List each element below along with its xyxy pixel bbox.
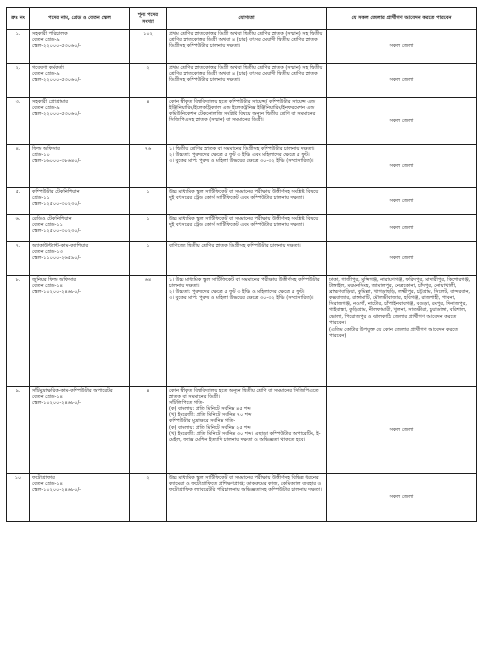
vacancy-count: ২	[146, 475, 150, 481]
vacancy-cell	[130, 387, 167, 474]
qualification-cell	[167, 145, 327, 188]
qualification-text: প্রথম শ্রেণির স্নাতকোত্তর ডিগ্রী অথবা দ্বিতীয় শ্রেণির স্নাতক (সম্মান) সহ দ্বিতীয় শ্রেণির স্নাতকোত্তর ডিগ্রী অথবা ৪ (চার) বৎসর মেয়াদী দ্বিতীয় শ্রেণির স্নাতক ডিগ্রীসহ কম্পিউটার চালনায় দক্ষতা।	[169, 31, 323, 50]
qualification-line: ১। দ্বিতীয় শ্রেণির স্নাতক বা সমমানের ডিগ্রীসহ কম্পিউটার চালনায় দক্ষতা।	[169, 146, 315, 152]
pay-scale: স্কেল-১১০০০-২৬৫৯০/-	[32, 255, 81, 262]
pay-grade: বেতন গ্রেড-১১	[32, 222, 63, 229]
pay-grade: বেতন গ্রেড-১৩	[32, 249, 63, 256]
serial-cell	[7, 276, 30, 387]
vacancy-count: ১০২	[143, 31, 153, 37]
vacancy-count: ৪	[146, 99, 150, 105]
qualification-line: (ক) বাংলায়: প্রতি মিনিটে সর্বনিম্ন ২৫ শব্দ	[169, 424, 251, 431]
qualification-text: প্রথম শ্রেণির স্নাতকোত্তর ডিগ্রী অথবা দ্বিতীয় শ্রেণির স্নাতক (সম্মান) সহ দ্বিতীয় শ্রেণির স্নাতকোত্তর ডিগ্রী অথবা ৪ (চার) বৎসর মেয়াদী দ্বিতীয় শ্রেণির স্নাতক ডিগ্রীসহ কম্পিউটার চালনায় দক্ষতা।	[169, 65, 323, 84]
post-cell	[30, 474, 130, 522]
header-row	[7, 8, 477, 30]
serial-number: ১০	[14, 475, 22, 481]
serial-number: ৬.	[15, 216, 21, 222]
eligible-districts: সকল জেলা	[389, 162, 414, 169]
pay-grade: বেতন গ্রেড-৯	[32, 105, 60, 112]
table-row	[7, 98, 477, 145]
serial-cell	[7, 98, 30, 145]
vacancy-count: ৬৪	[144, 277, 152, 283]
pay-grade: গ্রেড-১০	[32, 152, 50, 159]
qualification-line: ৩। বুকের মাপ: পুরুষ ও মহিলা উভয়ের ক্ষেত্রে ৩০-৩২ ইঞ্চি (সম্প্রসারিত)।	[169, 158, 314, 165]
serial-number: ৩.	[15, 99, 21, 105]
serial-cell	[7, 242, 30, 276]
vacancy-count: ১	[146, 216, 150, 222]
qualification-text: বাণিজ্যে দ্বিতীয় শ্রেণির স্নাতক ডিগ্রীসহ কম্পিউটার চালনায় দক্ষতা।	[169, 243, 301, 249]
district-cell	[327, 387, 477, 474]
serial-cell	[7, 474, 30, 522]
header-qualification: যোগ্যতা	[167, 8, 327, 30]
post-title: সহকারী পরিচালক	[32, 31, 68, 37]
vacancy-count: ৭৬	[144, 146, 152, 152]
pay-scale: স্কেল-১২৫০০-৩০২৩০/-	[32, 201, 81, 208]
pay-grade: বেতন গ্রেড-১৪	[32, 481, 63, 488]
post-title: গবেষণা কর্মকর্তা	[32, 65, 64, 71]
post-cell	[30, 387, 130, 474]
serial-number: ৯.	[15, 388, 21, 394]
vacancy-count: ১	[146, 189, 150, 195]
post-cell	[30, 64, 130, 98]
post-cell	[30, 30, 130, 64]
table-row	[7, 145, 477, 188]
serial-cell	[7, 215, 30, 242]
district-cell	[327, 188, 477, 215]
vacancy-cell	[130, 474, 167, 522]
qualification-line: সাঁটলিপিতে গতি-	[169, 400, 205, 407]
serial-number: ২.	[15, 65, 21, 71]
eligible-districts: সকল জেলা	[389, 494, 414, 501]
qualification-cell	[167, 30, 327, 64]
pay-scale: স্কেল-১০২০০-২৪৬৮০/-	[32, 289, 81, 296]
qualification-cell	[167, 64, 327, 98]
post-title: রেডিও টেকনিশিয়ান	[32, 216, 72, 222]
district-cell	[327, 98, 477, 145]
post-cell	[30, 188, 130, 215]
pay-scale: স্কেল-২২০০০-৫৩০৬০/-	[32, 111, 81, 118]
qualification-line: (খ) ইংরেজী: প্রতি মিনিটে সর্বনিম্ন ৩০ শব্দ। এছাড়া কম্পিউটার অপারেটিং, ই-মেইল, ফ্যাক্স মেশিন ইত্যাদি চালনায় দক্ষতা ও অভিজ্ঞতা থাকতে হবে।	[169, 430, 321, 443]
serial-cell	[7, 188, 30, 215]
district-cell	[327, 30, 477, 64]
table-row	[7, 30, 477, 64]
serial-number: ১.	[15, 31, 21, 37]
vacancy-cell	[130, 30, 167, 64]
qualification-cell	[167, 387, 327, 474]
district-cell	[327, 276, 477, 387]
table-row	[7, 276, 477, 387]
job-vacancy-table	[6, 7, 477, 522]
table-row	[7, 474, 477, 522]
header-vacancy: শূন্য পদের সংখ্যা	[130, 8, 167, 30]
vacancy-cell	[130, 215, 167, 242]
table-row	[7, 242, 477, 276]
eligible-districts: সকল জেলা	[389, 77, 414, 84]
pay-grade: বেতন গ্রেড-১৪	[32, 394, 63, 401]
table-body	[7, 30, 477, 522]
pay-scale: স্কেল-১৬০০০-৩৮৬৪০/-	[32, 158, 81, 165]
post-title: ফিল্ড অফিসার	[32, 146, 60, 152]
vacancy-cell	[130, 242, 167, 276]
qualification-line: কোন স্বীকৃত বিশ্ববিদ্যালয় হতে অন্যূন দ্বিতীয় শ্রেণি বা সমমানের সিজিপিএতে স্নাতক বা সমমানের ডিগ্রী।	[169, 388, 319, 401]
qualification-text: উচ্চ মাধ্যমিক স্কুল সার্টিফিকেট বা সমমানের পরীক্ষায় উত্তীর্ণসহ সংশ্লিষ্ট বিষয়ে দুই বৎসরের ট্রেড কোর্স সার্টিফিকেট এবং কম্পিউটার চালনায় দক্ষতা।	[169, 216, 319, 229]
serial-cell	[7, 387, 30, 474]
header-post: পদের নাম, গ্রেড ও বেতন স্কেল	[30, 8, 130, 30]
qualification-line: কম্পিউটার মুদ্রাক্ষরে সর্বনিম্ন গতি-	[169, 418, 236, 425]
pay-grade: বেতন গ্রেড-৯	[32, 37, 60, 44]
district-cell	[327, 242, 477, 276]
qualification-cell	[167, 98, 327, 145]
qualification-cell	[167, 215, 327, 242]
post-title: সাঁটমুদ্রাক্ষরিক-কাম-কম্পিউটার অপারেটর	[32, 388, 113, 394]
table-row	[7, 64, 477, 98]
header-district: যে সকল জেলার প্রার্থীগণ আবেদন করতে পারবেন	[327, 8, 477, 30]
qualification-line: ৩। বুকের মাপ: পুরুষ ও মহিলা উভয়ের ক্ষেত্রে ৩০-৩২ ইঞ্চি (সম্প্রসারিত)।	[169, 295, 314, 302]
pay-scale: স্কেল-১০২০০-২৪৬৮০/-	[32, 487, 81, 494]
vacancy-count: ৪	[146, 388, 150, 394]
qualification-line: ২। উচ্চতা: পুরুষদের ক্ষেত্রে ৫ ফুট ৩ ইঞ্চি এবং মহিলাদের ক্ষেত্রে ৫ ফুট।	[169, 152, 310, 159]
eligible-districts: সকল জেলা	[389, 197, 414, 204]
post-title: ফটোগ্রাফার	[32, 475, 55, 481]
serial-cell	[7, 145, 30, 188]
serial-cell	[7, 30, 30, 64]
pay-scale: স্কেল-১০২০০-২৪৬৮০/-	[32, 400, 81, 407]
serial-number: ৫.	[15, 189, 21, 195]
eligible-districts: সকল জেলা	[389, 43, 414, 50]
post-title: অ্যাকাউন্ট্যান্ট-কাম-ক্যাশিয়ার	[32, 243, 89, 249]
pay-scale: স্কেল-১২৫০০-৩০২৩০/-	[32, 228, 81, 235]
qualification-text: উচ্চ মাধ্যমিক স্কুল সার্টিফিকেট বা সমমানের পরীক্ষায় উত্তীর্ণসহ সংশ্লিষ্ট বিষয়ে দুই বৎসরের ট্রেড কোর্স সার্টিফিকেট এবং কম্পিউটার চালনায় দক্ষতা।	[169, 189, 319, 202]
post-cell	[30, 215, 130, 242]
post-title: জুনিয়র ফিল্ড অফিসার	[32, 277, 77, 283]
vacancy-cell	[130, 188, 167, 215]
serial-number: ৭.	[15, 243, 21, 249]
qualification-line: ২। উচ্চতা: পুরুষদের ক্ষেত্রে ৫ ফুট ৩ ইঞ্চি ও মহিলাদের ক্ষেত্রে ৫ ফুট।	[169, 289, 305, 296]
eligible-districts: সকল জেলা	[389, 117, 414, 124]
post-title: কম্পিউটার টেকনিশিয়ান	[32, 189, 80, 195]
district-cell	[327, 474, 477, 522]
vacancy-cell	[130, 145, 167, 188]
qualification-text: উচ্চ মাধ্যমিক স্কুল সার্টিফিকেট বা সমমানের পরীক্ষায় উত্তীর্ণসহ বিভিন্ন ধরনের ক্যামেরা ও ফটোগ্রাফিতে প্রশিক্ষণপ্রাপ্ত; ডাকরুমের কাজ, কেমিক্যাল ব্যবহার ও ফটোগ্রাফিক ল্যাবরেটরি পরিচালনায় অভিজ্ঞতাসহ কম্পিউটার চালনায় দক্ষতা।	[169, 475, 322, 494]
district-cell	[327, 145, 477, 188]
district-note: (এতিম কোটার উপযুক্ত যে কোন জেলার প্রার্থীগণ আবেদন করতে পারবেন)	[329, 326, 459, 339]
vacancy-count: ২	[146, 65, 150, 71]
pay-scale: স্কেল-২২০০০-৫৩০৬০/-	[32, 77, 81, 84]
post-cell	[30, 98, 130, 145]
qualification-cell	[167, 242, 327, 276]
vacancy-cell	[130, 276, 167, 387]
vacancy-count: ১	[146, 243, 150, 249]
qualification-line: (ক) বাংলায়: প্রতি মিনিটে সর্বনিম্ন ৪৫ শব্দ	[169, 406, 251, 413]
eligible-districts: ঢাকা, গাজীপুর, মুন্সিগঞ্জ, নারায়ণগঞ্জ, ফরিদপুর, মাদারীপুর, কিশোরগঞ্জ, টাঙ্গাইল, ময়মনসিংহ, জামালপুর, নেত্রকোনা, চাঁদপুর, নোয়াখালী, ব্রাহ্মণবাড়িয়া, কুমিল্লা, খাগড়াছড়ি, লক্ষ্মীপুর, চট্টগ্রাম, সিলেট, বান্দরবান, কক্সবাজার, রাঙ্গামাটি, মৌলভীবাজার, হবিগঞ্জ, রাজশাহী, পাবনা, সিরাজগঞ্জ, নওগাঁ, নাটোর, চাঁপাইনবাবগঞ্জ, বগুড়া, রংপুর, দিনাজপুর, গাইবান্ধা, কুড়িগ্রাম, নীলফামারী, খুলনা, সাতক্ষীরা, চুয়াডাঙ্গা, বরিশাল, ভোলা, পিরোজপুর ও ঝালকাঠি জেলার প্রার্থীগণ আবেদন করতে পারবেন।	[329, 277, 471, 326]
eligible-districts: সকল জেলা	[389, 224, 414, 231]
header-serial: ক্রঃ নং	[7, 8, 30, 30]
table-row	[7, 215, 477, 242]
serial-number: ৮.	[15, 277, 21, 283]
pay-grade: বেতন গ্রেড-১৪	[32, 283, 63, 290]
post-cell	[30, 145, 130, 188]
pay-grade: বেতন গ্রেড-৯	[32, 71, 60, 78]
district-cell	[327, 215, 477, 242]
table-row	[7, 387, 477, 474]
table-row	[7, 188, 477, 215]
pay-grade: গ্রেড-১১	[32, 195, 50, 202]
serial-cell	[7, 64, 30, 98]
post-cell	[30, 242, 130, 276]
post-title: সহকারী প্রোগ্রামার	[32, 99, 69, 105]
district-cell	[327, 64, 477, 98]
post-cell	[30, 276, 130, 387]
eligible-districts: সকল জেলা	[389, 426, 414, 433]
qualification-line: (খ) ইংরেজী: প্রতি মিনিটে সর্বনিম্ন ৭০ শব্দ	[169, 412, 252, 419]
eligible-districts: সকল জেলা	[389, 255, 414, 262]
qualification-cell	[167, 188, 327, 215]
vacancy-cell	[130, 98, 167, 145]
qualification-line: ১। উচ্চ মাধ্যমিক স্কুল সার্টিফিকেট বা সমমানের পরীক্ষায় উত্তীর্ণসহ কম্পিউটার চালনায় দক্ষতা।	[169, 277, 320, 290]
serial-number: ৪.	[15, 146, 21, 152]
pay-scale: স্কেল-২২০০০-৫৩০৬০/-	[32, 43, 81, 50]
vacancy-cell	[130, 64, 167, 98]
qualification-cell	[167, 474, 327, 522]
qualification-cell	[167, 276, 327, 387]
qualification-text: কোন স্বীকৃত বিশ্ববিদ্যালয় হতে কম্পিউটার সায়েন্স/ কম্পিউটার সায়েন্স এন্ড ইঞ্জিনিয়ারিং/ইলেকট্রিক্যাল এন্ড ইলেকট্রনিক্স ইঞ্জিনিয়ারিং/ইনফরমেশন এন্ড কমিউনিকেশন টেকনোলজি সংশ্লিষ্ট বিষয়ে অন্যূন দ্বিতীয় শ্রেণি বা সমমানের সিজিপিএসহ স্নাতক (সম্মান) বা সমমানের ডিগ্রী।	[169, 99, 316, 124]
